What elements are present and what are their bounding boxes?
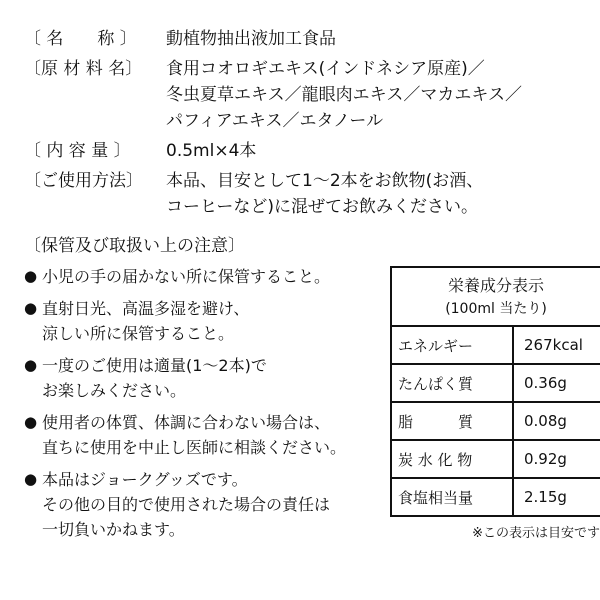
notice-line: 直ちに使用を中止し医師に相談ください。 (42, 438, 347, 457)
spec-value (166, 168, 578, 220)
nutrition-row-name: 炭 水 化 物 (392, 440, 513, 478)
nutrition-section (376, 264, 600, 543)
spec-row-volume (24, 138, 578, 164)
bullet-icon (24, 264, 42, 289)
list-item (24, 410, 376, 460)
spec-value (166, 26, 578, 52)
nutrition-row-name: 脂 質 (392, 402, 513, 440)
spec-label: 〔 名 称 〕 (24, 29, 137, 49)
spec-row-ingredients (24, 56, 578, 134)
spec-row-usage (24, 168, 578, 220)
spec-label: 〔ご使用方法〕 (24, 171, 143, 191)
spec-value-line: コーヒーなど)に混ぜてお飲みください。 (166, 197, 478, 217)
notice-item-text (42, 410, 376, 460)
nutrition-subtitle: (100ml 当たり) (445, 301, 547, 317)
table-row (392, 402, 600, 440)
notice-line: その他の目的で使用された場合の責任は (42, 495, 331, 514)
notice-line: 涼しい所に保管すること。 (42, 324, 235, 343)
nutrition-row-value: 267kcal (513, 326, 600, 364)
nutrition-footnote: ※この表示は目安です (472, 526, 600, 541)
spec-value-line: 冬虫夏草エキス／龍眼肉エキス／マカエキス／ (166, 85, 522, 105)
notice-heading: 〔保管及び取扱い上の注意〕 (24, 236, 245, 256)
notice-item-text (42, 264, 376, 289)
spec-value (166, 56, 578, 134)
nutrition-row-value: 0.08g (513, 402, 600, 440)
notice-line: 本品はジョークグッズです。 (42, 470, 248, 489)
lower-section (24, 264, 600, 549)
notice-line: お楽しみください。 (42, 381, 187, 400)
nutrition-table (390, 266, 600, 517)
nutrition-row-name: 食塩相当量 (392, 478, 513, 515)
notice-item-text (42, 353, 376, 403)
notice-line: 一切負いかねます。 (42, 520, 185, 539)
spec-label: 〔 内 容 量 〕 (24, 141, 131, 161)
list-item (24, 264, 376, 289)
nutrition-row-name: たんぱく質 (392, 364, 513, 402)
spec-row-name (24, 26, 578, 52)
bullet-icon (24, 410, 42, 435)
table-row (392, 364, 600, 402)
spec-value-line: 本品、目安として1〜2本をお飲物(お酒、 (166, 171, 484, 191)
spec-value (166, 138, 578, 164)
list-item (24, 353, 376, 403)
spec-value-line: 動植物抽出液加工食品 (166, 29, 336, 49)
nutrition-row-value: 0.92g (513, 440, 600, 478)
specification-list (24, 26, 578, 220)
notice-line: 直射日光、高温多湿を避け、 (42, 299, 250, 318)
bullet-icon (24, 296, 42, 321)
notice-line: 小児の手の届かない所に保管すること。 (42, 267, 331, 286)
notice-line: 一度のご使用は適量(1〜2本)で (42, 356, 267, 375)
nutrition-title: 栄養成分表示 (447, 276, 544, 295)
spec-value-line: 0.5ml×4本 (166, 141, 257, 161)
spec-label: 〔原 材 料 名〕 (24, 59, 143, 79)
bullet-icon (24, 467, 42, 492)
nutrition-row-value: 0.36g (513, 364, 600, 402)
notice-item-text (42, 296, 376, 346)
spec-value-line: 食用コオロギエキス(インドネシア原産)／ (166, 59, 485, 79)
table-row (392, 440, 600, 478)
notice-list (24, 264, 376, 549)
notice-line: 使用者の体質、体調に合わない場合は、 (42, 413, 331, 432)
list-item (24, 467, 376, 542)
nutrition-row-value: 2.15g (513, 478, 600, 515)
notice-item-text (42, 467, 376, 542)
list-item (24, 296, 376, 346)
nutrition-row-name: エネルギー (392, 326, 513, 364)
bullet-icon (24, 353, 42, 378)
table-row (392, 326, 600, 364)
table-row (392, 478, 600, 515)
spec-value-line: パフィアエキス／エタノール (166, 111, 384, 131)
